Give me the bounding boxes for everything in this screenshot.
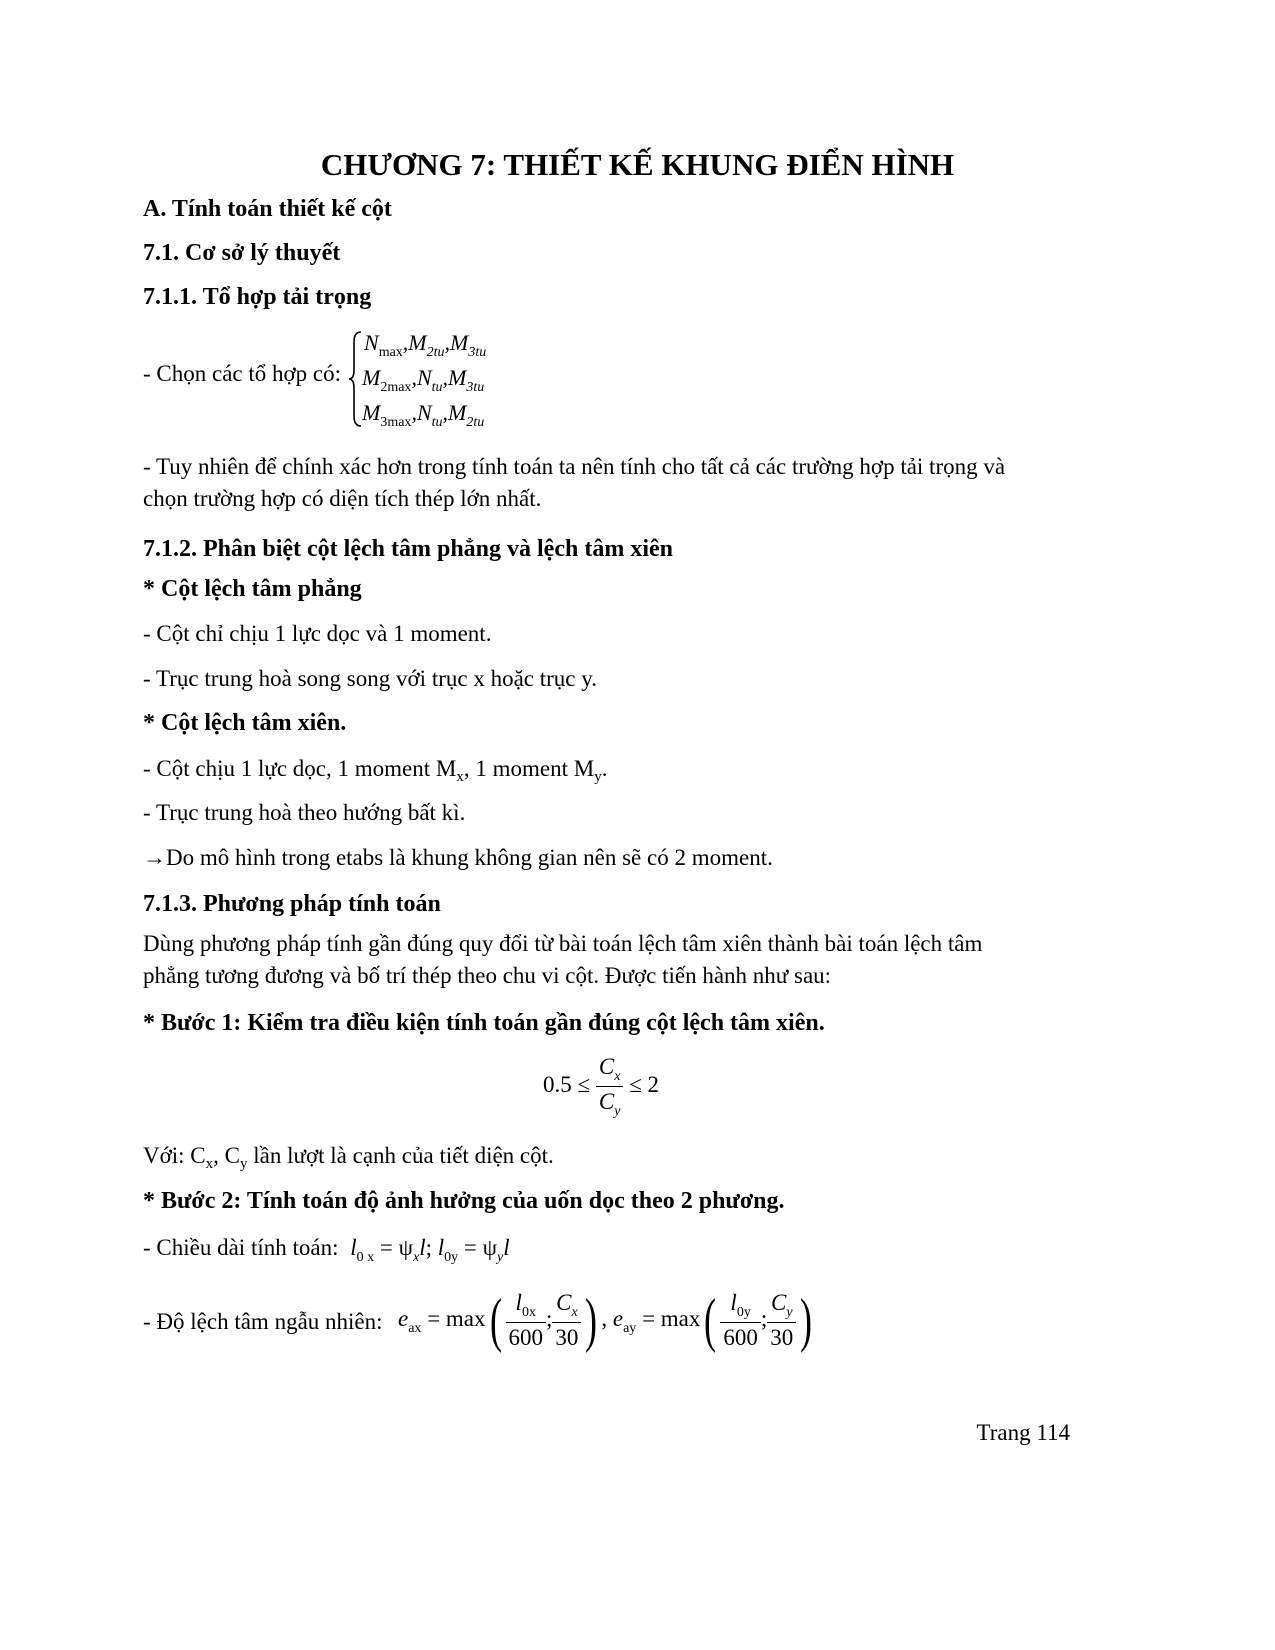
heading-7-1-1: 7.1.1. Tổ hợp tải trọng <box>143 284 372 310</box>
heading-7-1-3: 7.1.3. Phương pháp tính toán <box>143 891 441 917</box>
method-line2: phẳng tương đương và bố trí thép theo chu vi cột. Được tiến hành như sau: <box>143 963 832 988</box>
computed-length-line: - Chiều dài tính toán: $l_{0 x} = \psi_xl$; $l_{0y} = \psi_yl$ <box>143 1235 510 1265</box>
combo-row-3: $M_{3max},N_{tu},M_{2tu}$ <box>362 400 485 430</box>
with-line: Với: $C_x$, $C_y$ lần lượt là cạnh của tiết diện cột. <box>143 1143 554 1172</box>
skew-item-1: - Cột chịu 1 lực dọc, 1 moment $M_x$, 1 moment $M_y$. <box>143 756 608 785</box>
flat-item-2: - Trục trung hoà song song với trục x hoặc trục y. <box>143 666 598 691</box>
choose-combos-label: - Chọn các tổ hợp có: <box>143 361 342 386</box>
eccentricity-label: - Độ lệch tâm ngẫu nhiên: <box>143 1309 383 1334</box>
paragraph-however-line1: - Tuy nhiên để chính xác hơn trong tính toán ta nên tính cho tất cả các trường hợp tải trọng và <box>143 454 1006 479</box>
eccentricity-formula: $e_{ax} = \max$( $\frac{l_{0x}}{600}$ ; $\frac{C_x}{30}$ ) , $e_{ay} = \max$( $\frac{l_{0y}}{600}$ ; $\frac{C_y}{30}$ ) <box>398 1287 813 1353</box>
heading-7-1: 7.1. Cơ sở lý thuyết <box>143 240 341 266</box>
step-2-heading: * Bước 2: Tính toán độ ảnh hưởng của uốn dọc theo 2 phương. <box>143 1188 785 1214</box>
subheading-skew-eccentric: * Cột lệch tâm xiên. <box>143 710 347 736</box>
arrow-right-icon: → <box>143 845 166 870</box>
inequality-formula: 0.5 ≤ $\frac{C_x}{C_y}$ ≤ 2 <box>543 1054 660 1119</box>
page-number: Trang 114 <box>976 1420 1070 1445</box>
combo-row-1: $N_{max},M_{2tu},M_{3tu}$ <box>364 330 487 360</box>
paragraph-however-line2: chọn trường hợp có diện tích thép lớn nhất. <box>143 486 542 511</box>
method-line1: Dùng phương pháp tính gần đúng quy đổi từ bài toán lệch tâm xiên thành bài toán lệch tâm <box>143 931 983 956</box>
subheading-flat-eccentric: * Cột lệch tâm phẳng <box>143 576 362 602</box>
skew-item-2: - Trục trung hoà theo hướng bất kì. <box>143 800 466 825</box>
combo-row-2: $M_{2max},N_{tu},M_{3tu}$ <box>362 365 485 395</box>
skew-item-3: →Do mô hình trong etabs là khung không gian nên sẽ có 2 moment. <box>143 845 773 870</box>
heading-7-1-2: 7.1.2. Phân biệt cột lệch tâm phẳng và lệch tâm xiên <box>143 536 673 562</box>
chapter-title: CHƯƠNG 7: THIẾT KẾ KHUNG ĐIỂN HÌNH <box>320 147 955 182</box>
flat-item-1: - Cột chỉ chịu 1 lực dọc và 1 moment. <box>143 621 492 646</box>
step-1-heading: * Bước 1: Kiểm tra điều kiện tính toán gần đúng cột lệch tâm xiên. <box>143 1010 825 1036</box>
section-a-heading: A. Tính toán thiết kế cột <box>143 196 392 222</box>
